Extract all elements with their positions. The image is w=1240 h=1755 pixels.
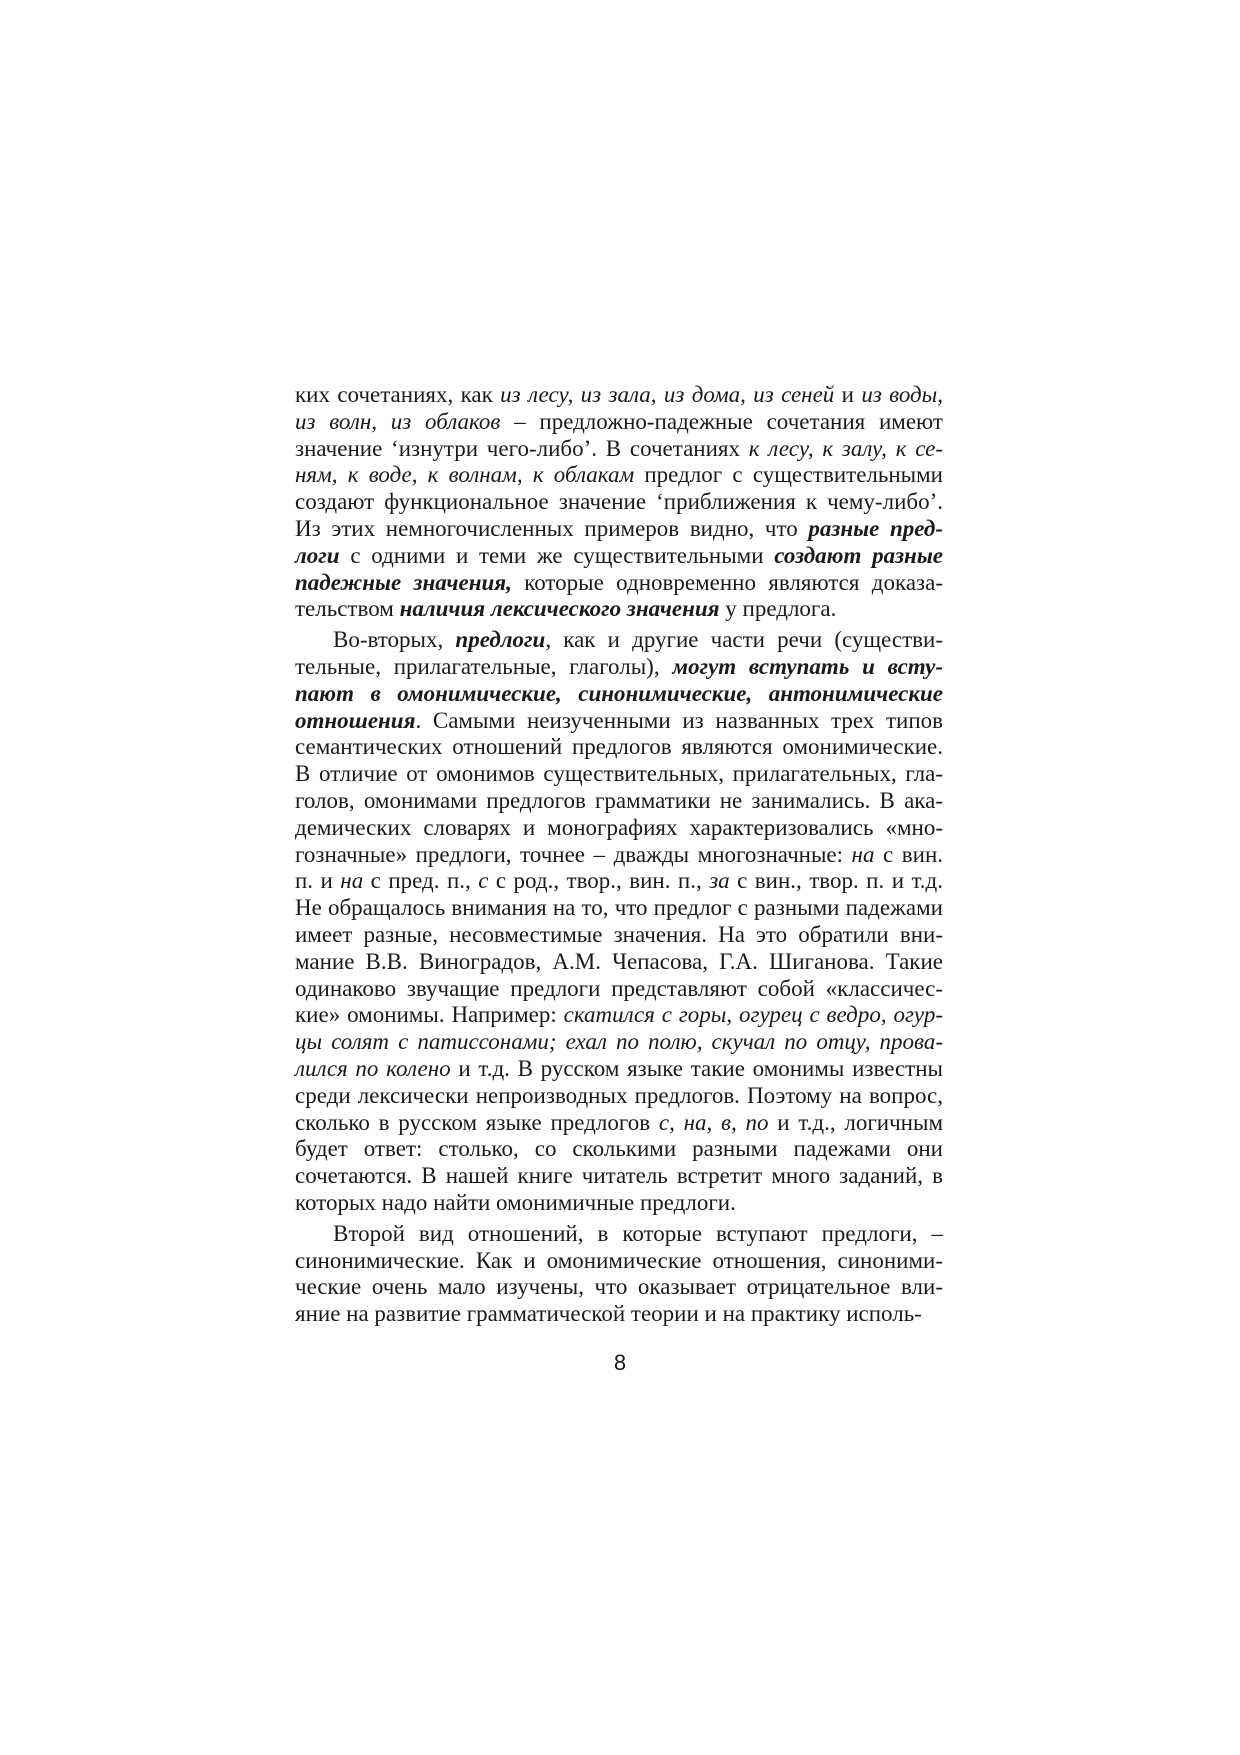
italic-example: с	[478, 868, 489, 894]
text-run: и	[834, 382, 862, 407]
emphasis-term: создают разные падежные значения,	[295, 542, 943, 595]
text-run: – предложно-падежные сочетания имеют значение ‘изнутри чего-либо’. В сочетаниях	[295, 408, 943, 461]
text-run: ких сочетаниях, как	[295, 382, 501, 407]
page-number: 8	[613, 1350, 627, 1375]
text-run: , как и другие части речи (существительные, прилагательные, глаголы),	[295, 627, 943, 679]
text-run: Во-вторых,	[333, 627, 456, 653]
paragraph-2	[295, 627, 943, 1217]
text-run: которые одновременно являются доказательством	[295, 569, 943, 622]
text-run: и т.д., логичным будет ответ: столько, со сколькими разными падежами они сочетаются. В нашей книге читатель встретит много заданий, в которых надо найти омонимичные предлоги.	[295, 1109, 943, 1215]
text-run: с вин., твор. п. и т.д. Не обращалось внимания на то, что предлог с разными падежами имеет разные, несовместимые значения. На это обратили внимание В.В. Виноградов, А.М. Чепасова, Г.А. Шиганова. Такие одинаково звучащие предлоги представляют собой «классические» омонимы. Например:	[295, 868, 943, 1028]
italic-example: скатился с горы, огурец с ведро, огурцы солят с патиссонами; ехал по полю, скучал по отцу, провалился по колено	[295, 1002, 943, 1081]
italic-example: за	[709, 868, 730, 894]
italic-example: на	[340, 868, 364, 894]
text-run: с пред. п.,	[363, 868, 479, 894]
italic-example: из воды, из волн, из облаков	[295, 382, 943, 434]
emphasis-term: предлоги	[455, 627, 546, 653]
italic-example: из лесу, из зала, из дома, из сеней	[500, 382, 835, 407]
paragraph-3	[295, 1221, 943, 1328]
emphasis-term: наличия лексического значения	[399, 596, 720, 622]
italic-example: к лесу, к залу, к сеням, к воде, к волнам, к облакам	[295, 435, 943, 488]
page-body	[295, 382, 943, 1328]
italic-example: на	[851, 841, 875, 867]
text-run: . Самыми неизученными из названных трех типов семантических отношений предлогов являются омонимические. В отличие от омонимов существительных, прилагательных, глаголов, омонимами предлогов грамматики не занимались. В академических словарях и монографиях характеризовались «многозначные» предлоги, точнее – дважды многозначные:	[295, 707, 943, 867]
text-run: с вин. п. и	[295, 841, 943, 894]
text-run: Второй вид отношений, в которые вступают предлоги, – синонимические. Как и омонимические отношения, синонимические очень мало изучены, что оказывает отрицательное влияние на развитие грамматической теории и на практику исполь-	[295, 1220, 943, 1327]
emphasis-term: могут вступать и вступают в омонимические, синонимические, антонимические отношения	[295, 653, 944, 733]
text-run: и т.д. В русском языке такие омонимы известны среди лексически непроизводных предлогов. Поэтому на вопрос, сколько в русском языке предлогов	[295, 1055, 943, 1135]
emphasis-term: разные предлоги	[295, 515, 943, 568]
text-run: с одними и теми же существительными	[339, 542, 775, 568]
paragraph-1	[295, 382, 943, 623]
text-run: у предлога.	[719, 596, 837, 622]
text-run: с род., твор., вин. п.,	[488, 868, 710, 894]
text-run: предлог с существительными создают функциональное значение ‘приближения к чему-либо’. Из этих немногочисленных примеров видно, что	[295, 462, 943, 541]
italic-example: с, на, в, по	[658, 1109, 769, 1135]
